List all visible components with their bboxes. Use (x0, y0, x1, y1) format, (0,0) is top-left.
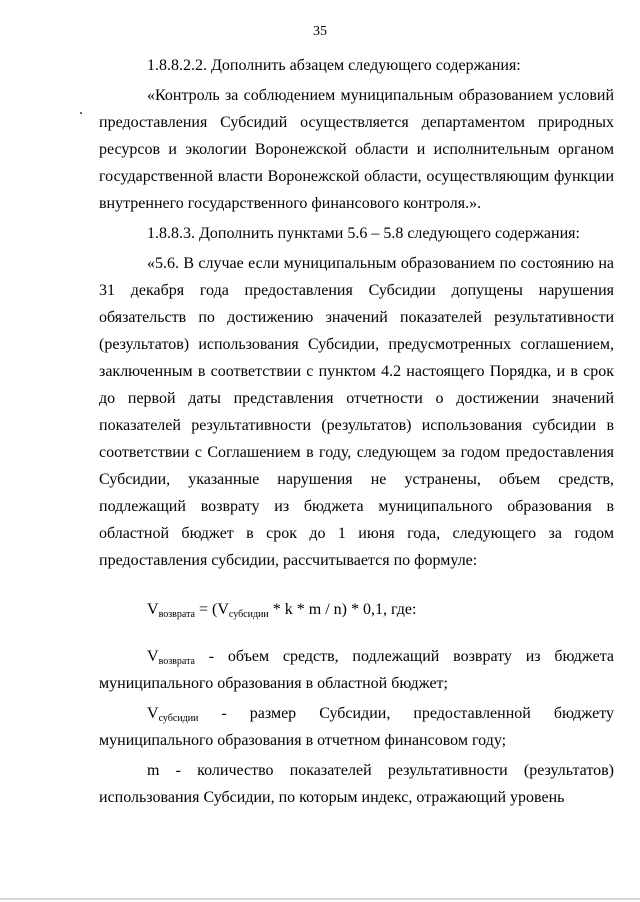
definition-symbol: V (147, 705, 159, 722)
paragraph-1-8-8-2-2: 1.8.8.2.2. Дополнить абзацем следующего содержания: (147, 57, 521, 74)
definition-subscript: возврата (158, 656, 195, 667)
definition-text: - размер Субсидии, предоставленной бюджету муниципального образования в отчетном финансовом году; (99, 705, 614, 749)
definition-text: - количество показателей результативности (результатов) использования Субсидии, по которым индекс, отражающий уровень (99, 762, 614, 806)
formula-rhs-subscript: субсидии (228, 609, 269, 620)
paragraph-5-6: «5.6. В случае если муниципальным образованием по состоянию на 31 декабря года предоставления Субсидии допущены нарушения обязательств по достижению значений показателей результативности (результатов) использования Субсидии, предусмотренных соглашением, заключенным в соответствии с пунктом 4.2 настоящего Порядка, и в срок до первой даты представления отчетности о достижении значений показателей результативности (результатов) использования субсидии в соответствии с Соглашением в году, следующем за годом предоставления Субсидии, указанные нарушения не устранены, объем средств, подлежащий возврату из бюджета муниципального образования в областной бюджет в срок до 1 июня года, следующего за годом предоставления субсидии, рассчитывается по формуле: (99, 255, 614, 569)
formula-lhs-subscript: возврата (158, 609, 195, 620)
page-number: 35 (313, 24, 327, 39)
formula-lhs-symbol: V (147, 601, 159, 618)
definition-symbol: m (147, 762, 160, 779)
paragraph-1-8-8-3: 1.8.8.3. Дополнить пунктами 5.6 – 5.8 следующего содержания: (147, 225, 580, 242)
definition-symbol: V (147, 648, 159, 665)
definition-v-subsidii (99, 700, 614, 754)
definition-v-vozvrata (99, 643, 614, 697)
formula-middle-1: = (V (195, 601, 229, 618)
formula (99, 596, 614, 623)
document-body (99, 52, 614, 814)
paragraph-control-quote: «Контроль за соблюдением муниципальным образованием условий предоставления Субсидий осуществляется департаментом природных ресурсов и экологии Воронежской области и исполнительным органом государственной власти Воронежской области, осуществляющим функции внутреннего государственного финансового контроля.». (99, 87, 614, 212)
definition-subscript: субсидии (158, 713, 199, 724)
definition-m (99, 757, 614, 811)
formula-middle-2: * k * m / n) * 0,1, где: (268, 601, 417, 618)
scan-speck (80, 112, 82, 114)
bottom-divider (0, 898, 640, 900)
definition-text: - объем средств, подлежащий возврату из бюджета муниципального образования в областной бюджет; (99, 648, 614, 692)
